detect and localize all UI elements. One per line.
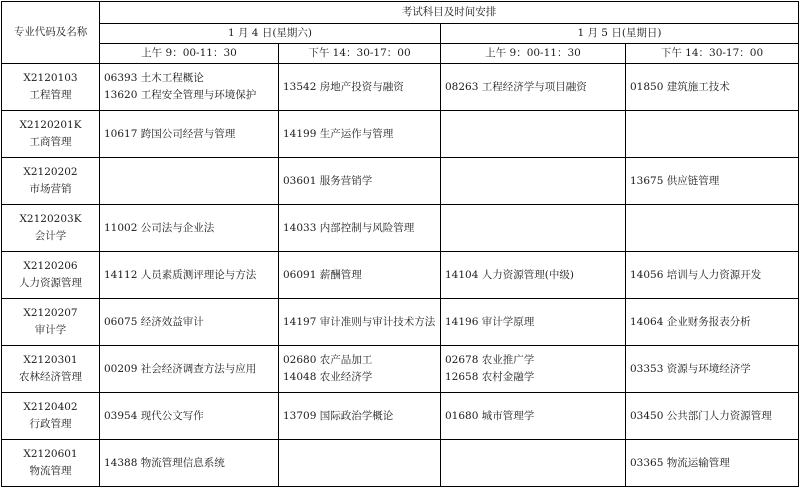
course-cell-d2pm [626,252,799,299]
course-entry: 03601 服务营销学 [283,174,373,187]
course-cell-d1pm [279,346,441,393]
major-cell [2,346,100,393]
major-name: 审计学 [34,324,67,336]
course-cell-d2pm [626,393,799,440]
major-name: 市场营销 [29,183,72,195]
major-code: X2120301 [23,354,78,367]
course-entry: 14064 企业财务报表分析 [630,315,751,328]
major-cell [2,299,100,346]
course-entry: 14388 物流管理信息系统 [104,456,225,469]
day2-am-header: 上午 9：00-11：30 [441,44,626,64]
table-row [2,346,799,393]
course-cell-d1pm [279,205,441,252]
major-cell [2,440,100,487]
table-row [2,393,799,440]
arrangement-header: 考试科目及时间安排 [100,2,799,24]
course-cell-d2am [441,346,626,393]
major-name: 物流管理 [29,465,72,477]
major-cell [2,205,100,252]
course-cell-d2pm [626,111,799,158]
course-cell-d1pm [279,158,441,205]
course-cell-d2pm [626,440,799,487]
header-row-2 [2,24,799,44]
major-code: X2120402 [23,401,78,414]
course-entry: 14199 生产运作与管理 [283,127,394,140]
course-entry: 02678 农业推广学 [445,354,535,367]
course-entry: 03365 物流运输管理 [630,456,730,469]
course-entry: 11002 公司法与企业法 [104,221,215,234]
course-cell-d1am [100,299,279,346]
course-cell-d1am [100,440,279,487]
course-entry: 13709 国际政治学概论 [283,409,394,422]
exam-schedule-table [1,1,799,487]
course-entry: 01850 建筑施工技术 [630,80,730,93]
course-entry: 14056 培训与人力资源开发 [630,268,762,281]
course-cell-d2am [441,205,626,252]
course-entry: 14048 农业经济学 [283,371,373,383]
course-entry: 14197 审计准则与审计技术方法 [283,315,436,328]
course-cell-d1am [100,64,279,111]
course-entry: 03450 公共部门人力资源管理 [630,409,772,422]
course-entry: 14112 人员素质测评理论与方法 [104,268,257,281]
major-name: 农林经济管理 [19,371,82,383]
course-entry: 14104 人力资源管理(中级) [445,268,574,281]
table-row [2,64,799,111]
course-cell-d2am [441,252,626,299]
day2-header: 1 月 5 日(星期日) [441,24,799,44]
course-entry: 01680 城市管理学 [445,409,535,422]
table-row [2,111,799,158]
day1-header: 1 月 4 日(星期六) [100,24,441,44]
course-entry: 03353 资源与环境经济学 [630,362,751,375]
table-row [2,252,799,299]
course-cell-d2am [441,158,626,205]
major-cell [2,111,100,158]
course-cell-d2pm [626,346,799,393]
major-code: X2120203K [19,213,82,226]
course-cell-d2pm [626,158,799,205]
major-name: 人力资源管理 [19,277,82,289]
major-code: X2120202 [23,166,78,179]
table-row [2,205,799,252]
course-cell-d2am [441,299,626,346]
major-cell [2,252,100,299]
major-code: X2120206 [23,260,78,273]
major-name: 工商管理 [29,136,72,148]
course-cell-d2am [441,393,626,440]
course-entry: 13620 工程安全管理与环境保护 [104,89,257,101]
course-entry: 10617 跨国公司经营与管理 [104,127,236,140]
course-entry: 14196 审计学原理 [445,315,535,328]
header-row-3 [2,44,799,64]
major-cell [2,158,100,205]
major-code: X2120103 [23,72,78,85]
course-cell-d1pm [279,440,441,487]
course-cell-d2pm [626,299,799,346]
table-row [2,299,799,346]
course-cell-d1am [100,252,279,299]
major-code: X2120601 [23,448,78,461]
major-cell [2,64,100,111]
course-cell-d1pm [279,252,441,299]
course-entry: 06075 经济效益审计 [104,315,204,328]
day1-pm-header: 下午 14：30-17：00 [279,44,441,64]
course-entry: 13675 供应链管理 [630,174,720,187]
course-entry: 14033 内部控制与风险管理 [283,221,415,234]
course-entry: 06393 土木工程概论 [104,72,204,85]
major-column-header: 专业代码及名称 [2,2,100,64]
course-cell-d2am [441,440,626,487]
course-cell-d1am [100,111,279,158]
course-entry: 02680 农产品加工 [283,354,373,367]
course-entry: 12658 农村金融学 [445,371,535,383]
course-cell-d1pm [279,64,441,111]
course-entry: 08263 工程经济学与项目融资 [445,80,587,93]
major-cell [2,393,100,440]
table-row [2,440,799,487]
course-entry: 06091 薪酬管理 [283,268,362,281]
course-cell-d2am [441,111,626,158]
major-name: 会计学 [34,230,67,242]
course-cell-d1am [100,393,279,440]
course-entry: 03954 现代公文写作 [104,409,204,422]
course-cell-d1am [100,346,279,393]
major-name: 行政管理 [29,418,72,430]
course-cell-d1pm [279,299,441,346]
header-row-1 [2,2,799,24]
course-entry: 00209 社会经济调查方法与应用 [104,362,257,375]
day2-pm-header: 下午 14：30-17：00 [626,44,799,64]
course-cell-d1pm [279,111,441,158]
schedule-body [2,64,799,487]
major-code: X2120201K [19,119,82,132]
course-cell-d1am [100,158,279,205]
course-cell-d2pm [626,205,799,252]
course-cell-d1pm [279,393,441,440]
day1-am-header: 上午 9：00-11：30 [100,44,279,64]
course-cell-d1am [100,205,279,252]
table-row [2,158,799,205]
major-code: X2120207 [23,307,78,320]
major-name: 工程管理 [29,89,72,101]
course-entry: 13542 房地产投资与融资 [283,80,404,93]
course-cell-d2am [441,64,626,111]
course-cell-d2pm [626,64,799,111]
